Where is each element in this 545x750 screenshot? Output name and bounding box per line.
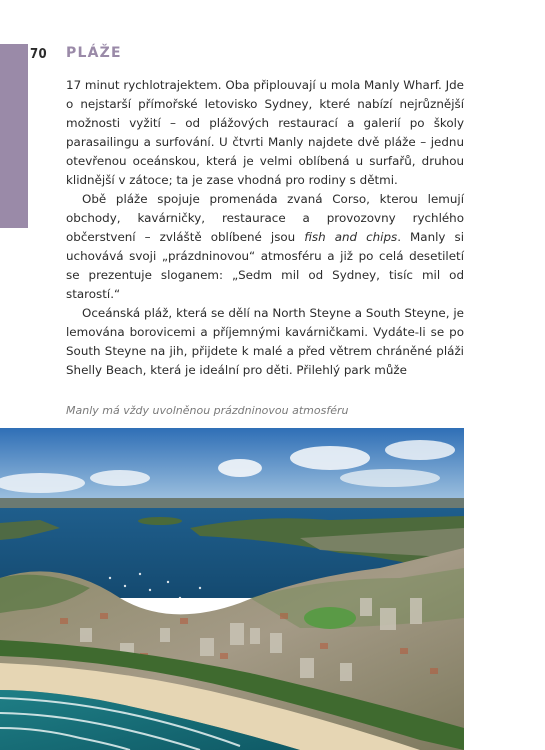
page-number: 70 <box>30 47 47 62</box>
side-tab-gap <box>0 0 28 44</box>
paragraph-3: Oceánská pláž, která se dělí na North Steyne a South Steyne, je lemována borovicemi a příjemnými kavárničkami. Vydáte-li se po South Steyne na jih, přijdete k malé a před větrem chráněné pláži Shelly Beach, která je ideální pro děti. Přilehlý park může <box>66 306 464 377</box>
paragraph-2-emphasis: fish and chips <box>304 230 398 244</box>
body-text <box>66 76 464 380</box>
aerial-photo-manly <box>0 428 464 750</box>
paragraph-2-part-1: Obě pláže spojuje promenáda zvaná Corso, kterou lemují obchody, kavárničky, restaurace a provozovny rychlého občerstvení – zvláště oblíbené jsou <box>66 192 464 244</box>
running-head: PLÁŽE <box>66 45 122 61</box>
paragraph-2-part-2: . Manly si uchovává svoji „prázdninovou“ atmosféru a již po celá desetiletí se prezentuje sloganem: „Sedm mil od Sydney, tisíc mil od starostí.“ <box>66 230 465 301</box>
side-tab-bar <box>0 0 28 228</box>
aerial-photo-illustration <box>0 428 464 750</box>
paragraph-1: 17 minut rychlotrajektem. Oba připlouvají u mola Manly Wharf. Jde o nejstarší přímořské letovisko Sydney, které nabízí nejrůznější možnosti vyžití – od plážových restaurací a galerií po školy parasailingu a surfování. U čtvrti Manly najdete dvě pláže – jednu otevřenou oceánskou, která je velmi oblíbená u surfařů, druhou klidnější v zátoce; ta je zase vhodná pro rodiny s dětmi. <box>66 78 464 187</box>
paragraph-2 <box>66 190 464 304</box>
photo-caption: Manly má vždy uvolněnou prázdninovou atmosféru <box>66 404 349 417</box>
